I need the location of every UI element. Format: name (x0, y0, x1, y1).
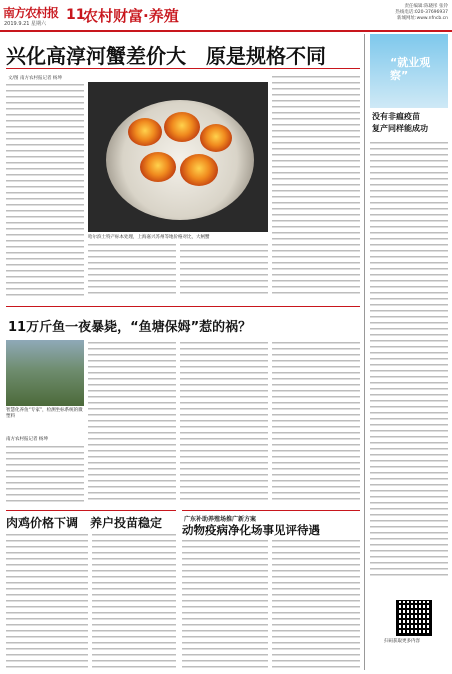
story2-body-column-1 (6, 446, 84, 504)
story2-byline: 南方农村报记者 杨坤 (6, 437, 48, 442)
sidebar-headline-1: 没有非瘟疫苗 (372, 112, 420, 121)
section-title: 农村财富·养殖 (83, 7, 179, 25)
crab (128, 118, 162, 146)
lead-rule (6, 68, 360, 69)
crab-photo (88, 82, 268, 232)
lead-body-column-2a (88, 244, 176, 298)
hotline-line: 热线电话:020-37696937 (395, 10, 448, 15)
sidebar-headline-2: 复产同样能成功 (372, 124, 428, 133)
page-number: 11 (66, 7, 86, 23)
story3-body-column-2 (92, 534, 176, 668)
story3-body-column-1 (6, 534, 88, 668)
crab (140, 152, 176, 182)
story3-headline: 肉鸡价格下调 养户投苗稳定 (6, 516, 163, 530)
qr-code[interactable] (396, 600, 432, 636)
fish-photo-caption: 智慧化养鱼“专家”，检测坐标系统的微塑料 (6, 408, 83, 419)
crab (180, 154, 218, 186)
crab (164, 112, 200, 142)
paper-name: 南方农村报 (3, 6, 59, 20)
fish-pond-photo (6, 340, 84, 406)
story2-rule (6, 306, 360, 307)
dateline: 2019.9.21 星期六 (4, 21, 47, 27)
story2-body-column-2 (88, 342, 176, 504)
lead-byline: 文/图 南方农村报记者 杨坤 (8, 76, 62, 81)
lead-body-column-3 (272, 76, 360, 298)
lead-headline: 兴化高淳河蟹差价大 原是规格不同 (6, 44, 326, 68)
website-line: 新城网址:www.nfncb.cn (397, 16, 448, 21)
story4-kicker: 广东补助养殖场推广新方案 (184, 516, 257, 523)
sidebar-divider (364, 34, 365, 670)
editor-line: 责任编辑:陈晓彤 张铃 (404, 4, 448, 9)
story4-body-column-1 (182, 540, 268, 668)
banner-text: “就业观察” (390, 56, 431, 82)
story2-body-column-3 (180, 342, 268, 504)
story2-headline: 11万斤鱼一夜暴毙，“鱼塘保姆”惹的祸？ (8, 320, 252, 335)
editor-info (286, 4, 448, 22)
crab-photo-caption: 哈尔滨土特产标本处理，上海嘉兴苏州等地价格对比，大闸蟹 (88, 235, 210, 240)
story3-rule (6, 510, 176, 511)
story4-headline: 动物疫病净化场事见评待遇 (182, 523, 320, 537)
story2-body-column-4 (272, 342, 360, 504)
qr-caption: 扫码获取更多内容 (384, 639, 420, 644)
sidebar-body (370, 142, 448, 580)
lead-body-column-2b (180, 244, 268, 298)
story4-body-column-2 (272, 540, 360, 668)
story4-rule (182, 510, 360, 511)
crab (200, 124, 232, 152)
sidebar-banner (370, 34, 448, 108)
lead-body-column-1 (6, 84, 84, 298)
